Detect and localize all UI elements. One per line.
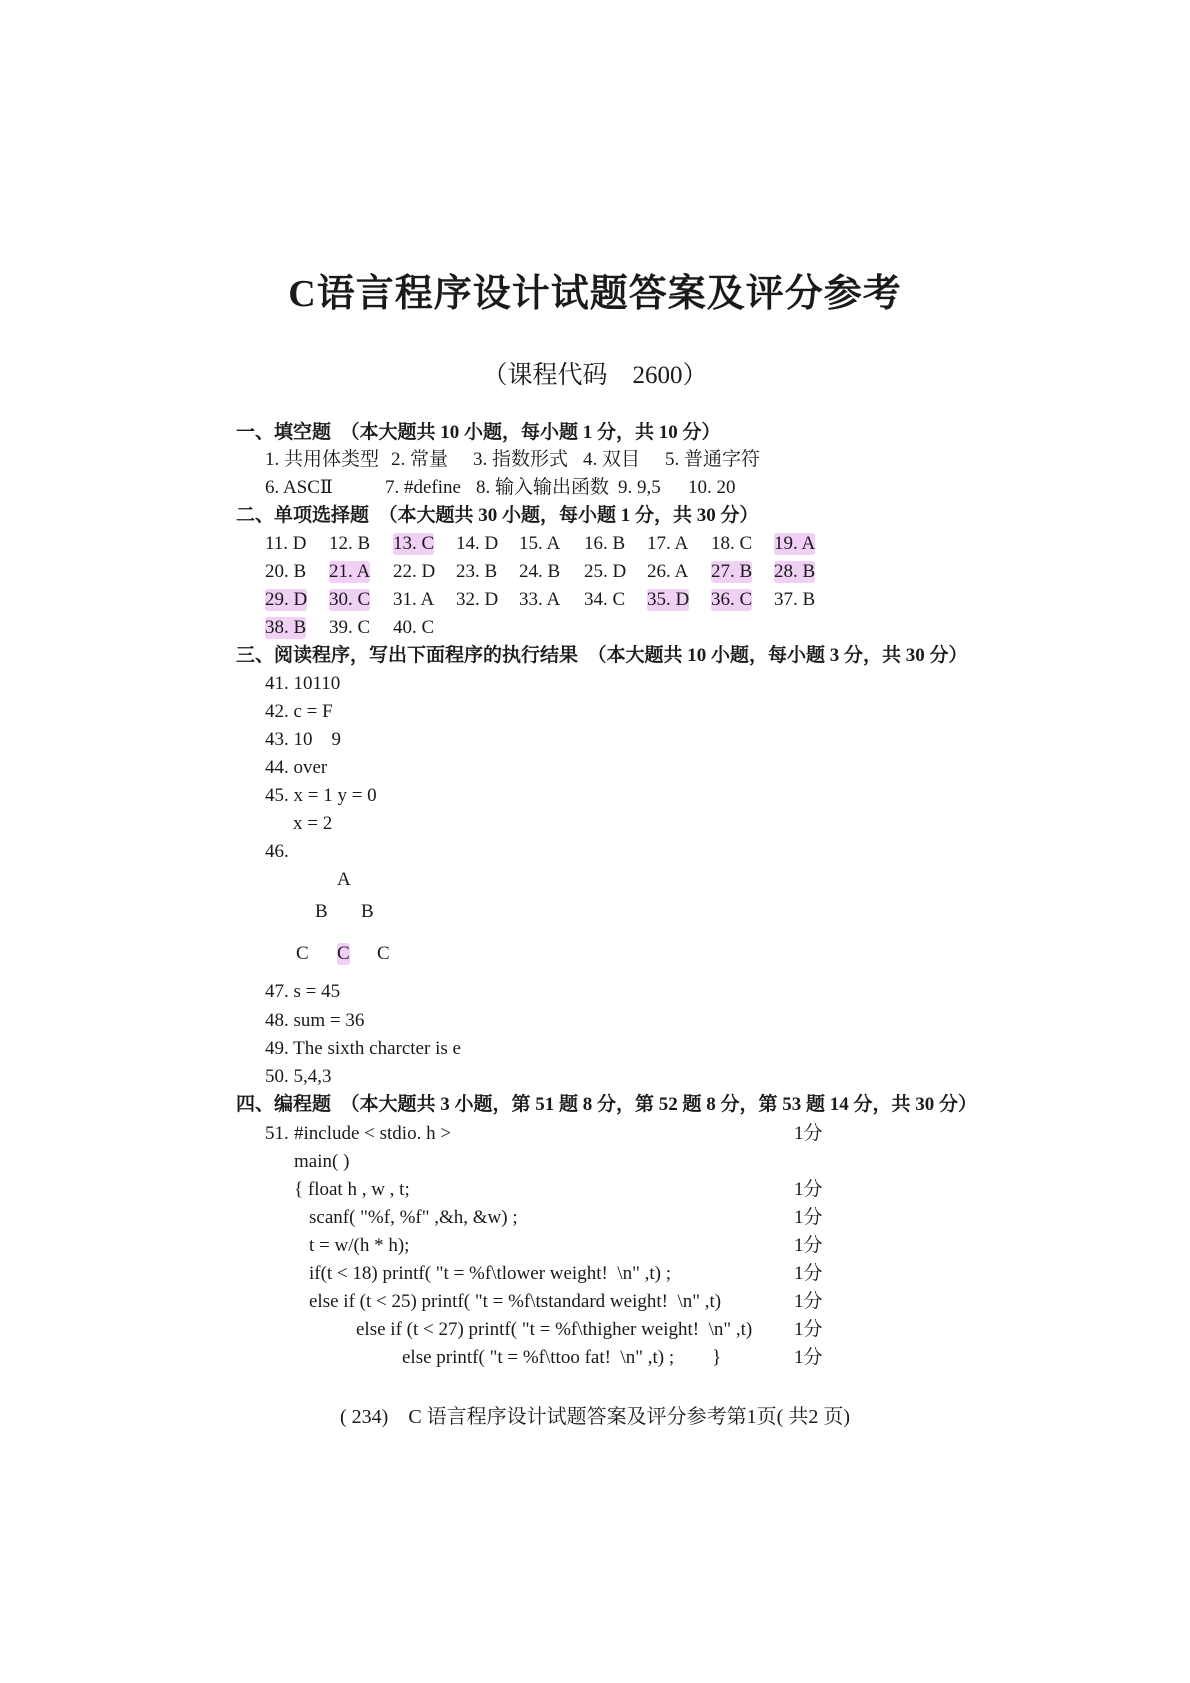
reading-answer: 45. x = 1 y = 0 xyxy=(265,785,377,806)
fill-answer: 3. 指数形式 xyxy=(473,449,569,470)
reading-answer: x = 2 xyxy=(293,813,333,834)
fill-answer: 10. 20 xyxy=(688,477,736,498)
score-mark: 1分 xyxy=(794,1207,823,1228)
document-title: C语言程序设计试题答案及评分参考 xyxy=(288,273,902,315)
choice-answer: 25. D xyxy=(584,561,627,582)
pattern-letter: B xyxy=(361,901,374,922)
section-heading: 一、填空题 （本大题共 10 小题，每小题 1 分，共 10 分） xyxy=(236,422,721,443)
pattern-letter: C xyxy=(337,943,350,964)
reading-answer: 48. sum = 36 xyxy=(265,1010,365,1031)
section-heading: 三、阅读程序，写出下面程序的执行结果 （本大题共 10 小题，每小题 3 分，共 30 分） xyxy=(236,645,968,666)
score-mark: 1分 xyxy=(794,1347,823,1368)
reading-answer: 44. over xyxy=(265,757,328,778)
fill-answer: 2. 常量 xyxy=(391,449,449,470)
choice-answer: 39. C xyxy=(329,617,371,638)
score-mark: 1分 xyxy=(794,1291,823,1312)
choice-answer: 31. A xyxy=(393,589,435,610)
choice-answer: 19. A xyxy=(774,533,816,554)
fill-answer: 4. 双目 xyxy=(583,449,641,470)
score-mark: 1分 xyxy=(794,1123,823,1144)
page-footer: ( 234) C 语言程序设计试题答案及评分参考第1页( 共2 页) xyxy=(340,1406,850,1428)
choice-answer: 33. A xyxy=(519,589,561,610)
choice-answer: 34. C xyxy=(584,589,626,610)
section-heading: 二、单项选择题 （本大题共 30 小题，每小题 1 分，共 30 分） xyxy=(236,505,759,526)
fill-answer: 5. 普通字符 xyxy=(665,449,761,470)
code-line: else if (t < 27) printf( "t = %f\thigher weight! \n" ,t) xyxy=(356,1319,753,1340)
code-line: else printf( "t = %f\ttoo fat! \n" ,t) ; } xyxy=(402,1347,722,1368)
choice-answer: 18. C xyxy=(711,533,753,554)
fill-answer: 1. 共用体类型 xyxy=(265,449,380,470)
code-line: t = w/(h * h); xyxy=(309,1235,410,1256)
pattern-letter: C xyxy=(296,943,309,964)
code-line: { float h , w , t; xyxy=(294,1179,410,1200)
course-code: （课程代码 2600） xyxy=(482,362,708,389)
score-mark: 1分 xyxy=(794,1319,823,1340)
code-line: if(t < 18) printf( "t = %f\tlower weight! \n" ,t) ; xyxy=(309,1263,671,1284)
choice-answer: 11. D xyxy=(265,533,307,554)
choice-answer: 37. B xyxy=(774,589,816,610)
reading-answer: 41. 10110 xyxy=(265,673,341,694)
choice-answer: 14. D xyxy=(456,533,499,554)
code-line: else if (t < 25) printf( "t = %f\tstandard weight! \n" ,t) xyxy=(309,1291,722,1312)
score-mark: 1分 xyxy=(794,1235,823,1256)
pattern-letter: A xyxy=(337,869,351,890)
choice-answer: 36. C xyxy=(711,589,753,610)
choice-answer: 22. D xyxy=(393,561,436,582)
section-heading: 四、编程题 （本大题共 3 小题，第 51 题 8 分，第 52 题 8 分，第 53 题 14 分，共 30 分） xyxy=(236,1094,978,1115)
choice-answer: 40. C xyxy=(393,617,435,638)
fill-answer: 9. 9,5 xyxy=(618,477,661,498)
fill-answer: 6. ASCⅡ xyxy=(265,477,333,498)
choice-answer: 12. B xyxy=(329,533,371,554)
pattern-letter: C xyxy=(377,943,390,964)
code-line: scanf( "%f, %f" ,&h, &w) ; xyxy=(309,1207,518,1228)
choice-answer: 21. A xyxy=(329,561,371,582)
reading-answer: 46. xyxy=(265,841,289,862)
choice-answer: 24. B xyxy=(519,561,561,582)
reading-answer: 42. c = F xyxy=(265,701,333,722)
choice-answer: 30. C xyxy=(329,589,371,610)
choice-answer: 23. B xyxy=(456,561,498,582)
reading-answer: 43. 10 9 xyxy=(265,729,342,750)
choice-answer: 32. D xyxy=(456,589,499,610)
choice-answer: 35. D xyxy=(647,589,690,610)
choice-answer: 27. B xyxy=(711,561,753,582)
reading-answer: 50. 5,4,3 xyxy=(265,1066,332,1087)
reading-answer: 49. The sixth charcter is e xyxy=(265,1038,461,1059)
choice-answer: 28. B xyxy=(774,561,816,582)
choice-answer: 26. A xyxy=(647,561,689,582)
choice-answer: 20. B xyxy=(265,561,307,582)
choice-answer: 16. B xyxy=(584,533,626,554)
choice-answer: 29. D xyxy=(265,589,308,610)
pattern-letter: B xyxy=(315,901,328,922)
reading-answer: 47. s = 45 xyxy=(265,981,341,1002)
choice-answer: 17. A xyxy=(647,533,689,554)
fill-answer: 7. #define xyxy=(385,477,461,498)
code-line: #include < stdio. h > xyxy=(294,1123,452,1144)
choice-answer: 38. B xyxy=(265,617,307,638)
choice-answer: 13. C xyxy=(393,533,435,554)
question-label: 51. xyxy=(265,1123,289,1144)
code-line: main( ) xyxy=(294,1151,350,1172)
score-mark: 1分 xyxy=(794,1179,823,1200)
score-mark: 1分 xyxy=(794,1263,823,1284)
fill-answer: 8. 输入输出函数 xyxy=(476,477,610,498)
choice-answer: 15. A xyxy=(519,533,561,554)
